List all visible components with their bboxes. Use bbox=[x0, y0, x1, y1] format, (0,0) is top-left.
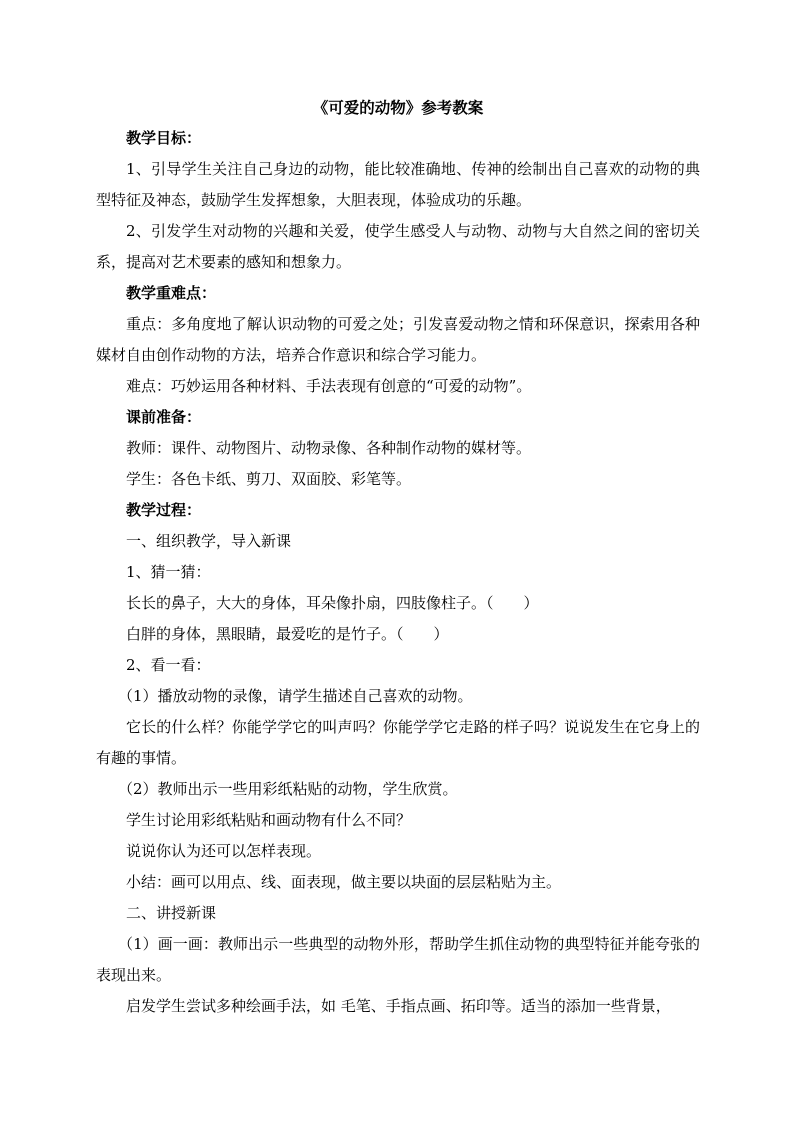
objective-1: 1、引导学生关注自己身边的动物，能比较准确地、传神的绘制出自己喜欢的动物的典型特征及神态，鼓励学生发挥想象，大胆表现，体验成功的乐趣。 bbox=[96, 160, 700, 209]
look-heading: 2、看一看： bbox=[126, 656, 211, 674]
look-item-2: （2）教师出示一些用彩纸粘贴的动物，学生欣赏。 bbox=[118, 780, 458, 798]
keypoint-focus: 重点：多角度地了解认识动物的可爱之处；引发喜爱动物之情和环保意识，探索用各种媒材自由创作动物的方法，培养合作意识和综合学习能力。 bbox=[96, 315, 700, 364]
draw-item-1: （1）画一画：教师出示一些典型的动物外形，帮助学生抓住动物的典型特征并能夸张的表现出来。 bbox=[96, 935, 700, 984]
objective-2: 2、引发学生对动物的兴趣和关爱，使学生感受人与动物、动物与大自然之间的密切关系，提高对艺术要素的感知和想象力。 bbox=[96, 222, 700, 271]
process-heading: 教学过程： bbox=[126, 501, 202, 519]
riddle-1: 长长的鼻子，大大的身体，耳朵像扑扇，四肢像柱子。（ ） bbox=[126, 594, 539, 612]
prep-student: 学生：各色卡纸、剪刀、双面胶、彩笔等。 bbox=[126, 470, 412, 488]
summary-line: 小结：画可以用点、线、面表现，做主要以块面的层层粘贴为主。 bbox=[126, 873, 562, 891]
guess-heading: 1、猜一猜： bbox=[126, 563, 211, 581]
preparation-heading: 课前准备： bbox=[126, 408, 202, 426]
prep-teacher: 教师：课件、动物图片、动物录像、各种制作动物的媒材等。 bbox=[126, 439, 532, 457]
discuss-line-2: 说说你认为还可以怎样表现。 bbox=[126, 842, 322, 860]
document-title: 《可爱的动物》参考教案 bbox=[312, 98, 484, 117]
look-item-1: （1）播放动物的录像，请学生描述自己喜欢的动物。 bbox=[118, 687, 473, 705]
keypoint-difficulty: 难点：巧妙运用各种材料、手法表现有创意的“可爱的动物”。 bbox=[126, 377, 532, 395]
objectives-heading: 教学目标： bbox=[126, 129, 202, 147]
step-1-heading: 一、组织教学，导入新课 bbox=[126, 532, 292, 550]
keypoints-heading: 教学重难点： bbox=[126, 284, 217, 302]
draw-item-2: 启发学生尝试多种绘画手法，如 毛笔、手指点画、拓印等。适当的添加一些背景， bbox=[126, 997, 671, 1015]
document-body bbox=[96, 93, 700, 1022]
step-2-heading: 二、讲授新课 bbox=[126, 904, 217, 922]
riddle-2: 白胖的身体，黑眼睛，最爱吃的是竹子。（ ） bbox=[126, 625, 449, 643]
look-item-1-question: 它长的什么样？你能学学它的叫声吗？你能学学它走路的样子吗？说说发生在它身上的有趣的事情。 bbox=[96, 718, 700, 767]
discuss-line: 学生讨论用彩纸粘贴和画动物有什么不同？ bbox=[126, 811, 412, 829]
